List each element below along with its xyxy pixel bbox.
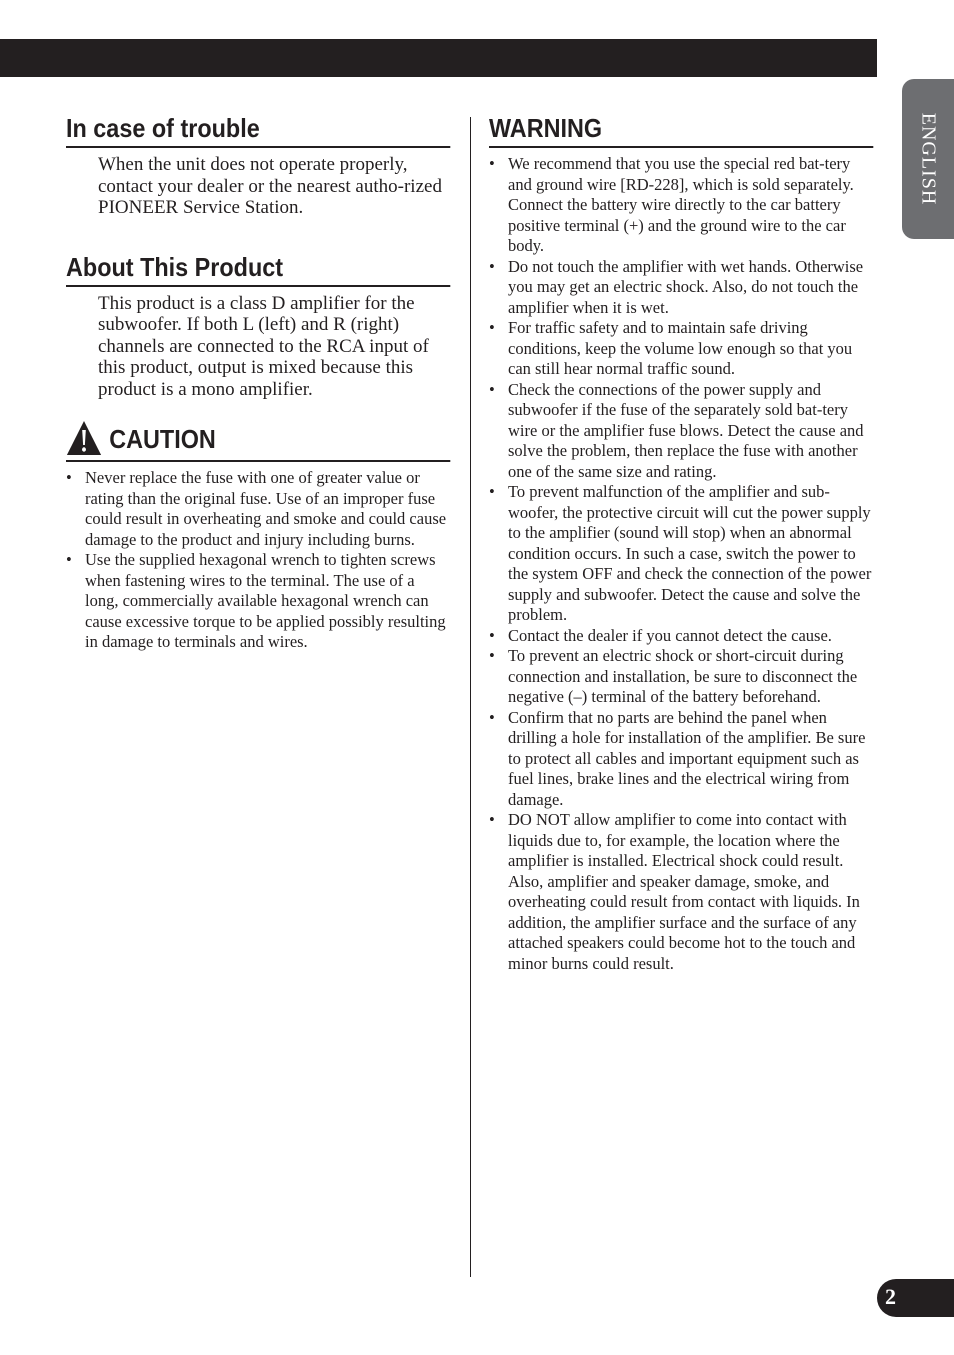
list-item: • For traffic safety and to maintain safe driving conditions, keep the volume low enough so that you can still hear normal traffic sound. [489, 318, 853, 378]
page-number: 2 [885, 1284, 896, 1309]
bullet-marker: • [489, 379, 495, 399]
about-heading: About This Product [66, 251, 451, 287]
caution-heading [66, 420, 451, 462]
header-bar [0, 39, 877, 77]
list-item: • Confirm that no parts are behind the panel when drilling a hole for installation of the amplifier. Be sure to protect all cables and important equipment such as fuel lines, brake lines and the electrical wiring from damage. [489, 707, 866, 809]
page-number-tab [877, 1279, 954, 1317]
list-item: • To prevent an electric shock or short-circuit during connection and installation, be sure to disconnect the negative (–) terminal of the battery beforehand. [489, 646, 858, 706]
list-item: • Contact the dealer if you cannot detect the cause. [489, 625, 832, 645]
trouble-heading: In case of trouble [66, 112, 451, 148]
about-text: This product is a class D amplifier for the subwoofer. If both L (left) and R (right) channels are connected to the RCA input of this product, output is mixed because this product is a mono amplifier. [98, 292, 429, 400]
bullet-marker: • [66, 550, 72, 569]
language-label: ENGLISH [917, 112, 940, 206]
bullet-marker: • [489, 318, 495, 337]
bullet-marker: • [66, 468, 72, 487]
bullet-marker: • [489, 810, 495, 829]
bullet-marker: • [489, 707, 495, 727]
list-item: • Never replace the fuse with one of greater value or rating than the original fuse. Use of an improper fuse could result in overheating and smoke and could cause damage to the product and injury including burns. [66, 468, 447, 549]
bullet-marker: • [489, 256, 495, 276]
left-column [66, 112, 451, 653]
list-item: • We recommend that you use the special red bat-tery and ground wire [RD-228], which is sold separately. Connect the battery wire directly to the car battery positive terminal (+) and the ground wire to the car body. [489, 154, 854, 255]
bullet-marker: • [489, 482, 495, 501]
list-item: • DO NOT allow amplifier to come into contact with liquids due to, for example, the location where the amplifier is installed. Electrical shock could result. Also, amplifier and speaker damage, smoke, and overheating could result from contact with liquids. In addition, the amplifier surface and the surface of any attached speakers could become hot to the touch and minor burns could result. [489, 810, 860, 973]
bullet-marker: • [489, 646, 495, 665]
caution-title: CAUTION [109, 424, 216, 454]
list-item: • Check the connections of the power supply and subwoofer if the fuse of the separately sold bat-tery wire or the amplifier fuse blows. Detect the cause and solve the problem, then replace the fuse with another one of the same size and rating. [489, 379, 864, 481]
language-tab [902, 79, 954, 239]
warning-list [489, 154, 874, 974]
list-item: • To prevent malfunction of the amplifier and sub-woofer, the protective circuit will cut the power supply to the amplifier (sound will stop) when an abnormal condition occurs. In such a case, switch the power to the system OFF and check the connection of the power supply and subwoofer. Detect the cause and solve the problem. [489, 482, 872, 624]
bullet-marker: • [489, 154, 495, 173]
column-divider [470, 117, 471, 1277]
list-item: • Use the supplied hexagonal wrench to tighten screws when fastening wires to the terminal. The use of a long, commercially available hexagonal wrench can cause excessive torque to be applied possibly resulting in damage to terminals and wires. [66, 550, 446, 651]
caution-list [66, 468, 451, 653]
warning-triangle-icon [66, 420, 102, 456]
bullet-marker: • [489, 625, 495, 645]
warning-heading: WARNING [489, 112, 874, 148]
right-column [489, 112, 874, 974]
trouble-text: When the unit does not operate properly, contact your dealer or the nearest autho-rized PIONEER Service Station. [98, 154, 442, 218]
list-item: • Do not touch the amplifier with wet hands. Otherwise you may get an electric shock. Also, do not touch the amplifier when it is wet. [489, 256, 864, 317]
